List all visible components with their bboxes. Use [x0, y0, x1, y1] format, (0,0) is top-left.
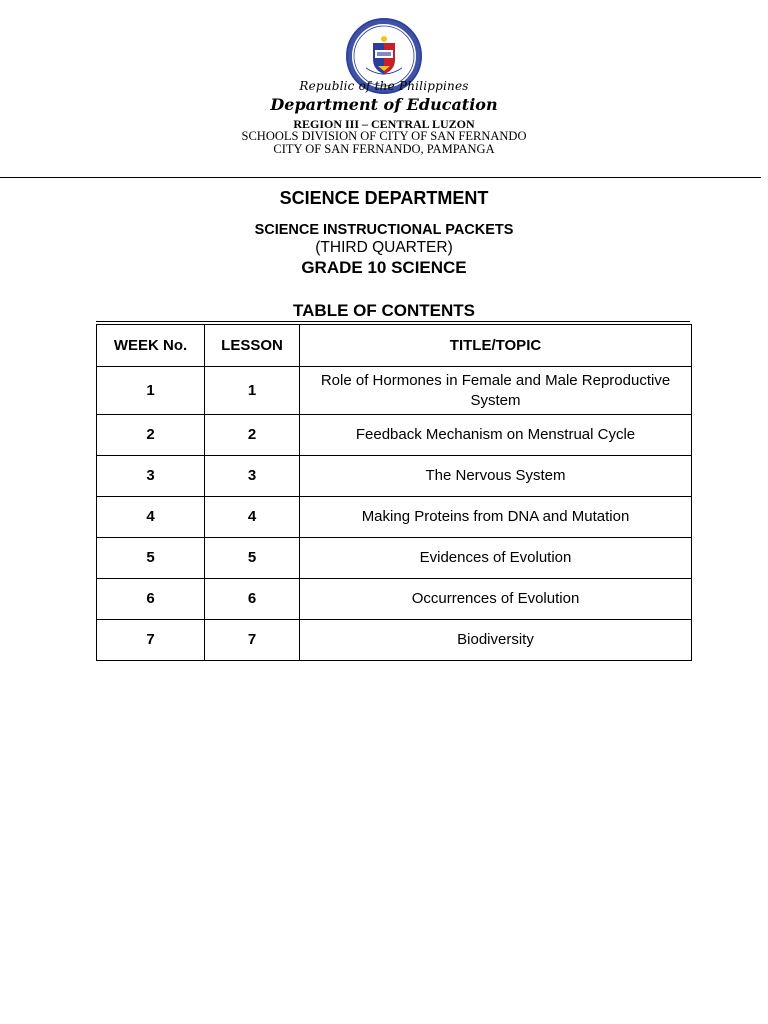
week-cell: 4	[97, 497, 205, 538]
header-divider	[0, 177, 761, 178]
topic-cell: Feedback Mechanism on Menstrual Cycle	[300, 415, 692, 456]
header-week: WEEK No.	[97, 325, 205, 367]
grade-heading: GRADE 10 SCIENCE	[301, 258, 467, 277]
lesson-cell: 1	[205, 367, 300, 415]
week-cell: 3	[97, 456, 205, 497]
topic-cell: Making Proteins from DNA and Mutation	[300, 497, 692, 538]
week-cell: 2	[97, 415, 205, 456]
packets-heading: SCIENCE INSTRUCTIONAL PACKETS	[254, 222, 514, 238]
toc-underline	[96, 321, 690, 322]
topic-cell: Role of Hormones in Female and Male Reproductive System	[300, 367, 692, 415]
lesson-cell: 2	[205, 415, 300, 456]
science-department-heading: SCIENCE DEPARTMENT	[279, 188, 489, 208]
region-line: REGION III – CENTRAL LUZON	[293, 117, 475, 131]
lesson-cell: 6	[205, 579, 300, 620]
topic-cell: Evidences of Evolution	[300, 538, 692, 579]
lesson-cell: 5	[205, 538, 300, 579]
week-cell: 1	[97, 367, 205, 415]
contents-table	[96, 324, 692, 661]
lesson-cell: 4	[205, 497, 300, 538]
header-lesson: LESSON	[205, 325, 300, 367]
table-row	[97, 415, 692, 456]
republic-line: Republic of the Philippines	[299, 79, 469, 93]
table-of-contents-title: TABLE OF CONTENTS	[293, 301, 475, 320]
table-row	[97, 456, 692, 497]
week-cell: 7	[97, 620, 205, 661]
table-row	[97, 538, 692, 579]
department-name: Department of Education	[270, 95, 498, 114]
table-header-row	[97, 325, 692, 367]
table-row	[97, 497, 692, 538]
week-cell: 6	[97, 579, 205, 620]
topic-cell: The Nervous System	[300, 456, 692, 497]
lesson-cell: 7	[205, 620, 300, 661]
topic-cell: Biodiversity	[300, 620, 692, 661]
lesson-cell: 3	[205, 456, 300, 497]
city-line: CITY OF SAN FERNANDO, PAMPANGA	[273, 142, 495, 156]
table-row	[97, 579, 692, 620]
week-cell: 5	[97, 538, 205, 579]
table-row	[97, 367, 692, 415]
division-line: SCHOOLS DIVISION OF CITY OF SAN FERNANDO	[241, 129, 527, 143]
topic-cell: Occurrences of Evolution	[300, 579, 692, 620]
header-topic: TITLE/TOPIC	[300, 325, 692, 367]
quarter-heading: (THIRD QUARTER)	[315, 239, 453, 256]
table-row	[97, 620, 692, 661]
